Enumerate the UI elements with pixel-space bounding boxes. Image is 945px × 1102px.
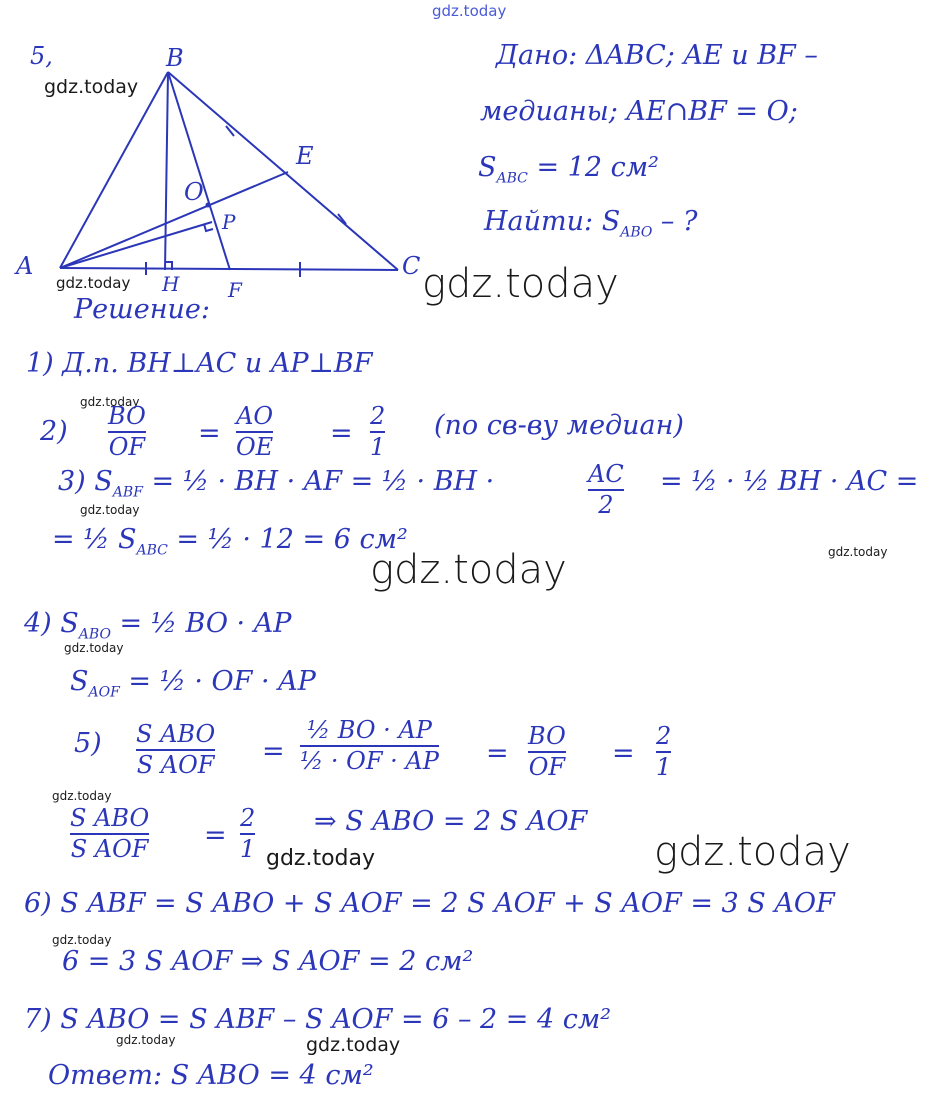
point-o — [206, 203, 211, 208]
solution-title: Решение: — [74, 294, 210, 325]
label-f: F — [228, 278, 242, 302]
step-2-note: (по св-ву медиан) — [434, 410, 684, 441]
watermark: gdz.today — [80, 503, 140, 517]
step-5-fraction-2: ½ BO · AP ½ · OF · AP — [300, 716, 439, 776]
watermark: gdz.today — [116, 1033, 176, 1047]
step-5-fraction-4: 2 1 — [656, 722, 672, 782]
watermark: gdz.today — [80, 395, 140, 409]
watermark: gdz.today — [654, 829, 851, 875]
label-e: E — [296, 142, 314, 170]
equals: = — [330, 418, 353, 449]
equals: = — [262, 736, 285, 767]
step-3-line-1: 3) $S_{ABF}$ = ½ · BH · AF = ½ · BH · — [58, 466, 495, 501]
altitude-bh — [165, 72, 168, 270]
step-2-fraction-3: 2 1 — [370, 402, 386, 462]
watermark: gdz.today — [370, 547, 567, 593]
watermark: gdz.today — [52, 933, 112, 947]
label-p: P — [222, 210, 236, 234]
median-ae — [60, 172, 288, 268]
answer: Ответ: S ABO = 4 см² — [48, 1060, 374, 1091]
label-h: H — [162, 272, 180, 296]
step-5-fraction-1: S ABO S AOF — [136, 720, 216, 780]
step-3-tail: = ½ · ½ BH · AC = — [660, 466, 919, 497]
label-c: C — [402, 252, 421, 280]
given-line-4: Найти: $S_{ABO}$ – ? — [484, 206, 698, 241]
equals: = — [204, 820, 227, 851]
watermark: gdz.today — [64, 641, 124, 655]
equals: = — [486, 738, 509, 769]
median-bf — [168, 72, 230, 270]
watermark: gdz.today — [52, 789, 112, 803]
watermark-top: gdz.today — [432, 2, 507, 20]
step-4-line-1: 4) $S_{ABO}$ = ½ BO · AP — [24, 608, 292, 643]
segment-ap — [60, 222, 212, 268]
step-6-line-1: 6) S ABF = S ABO + S AOF = 2 S AOF + S AOF = 3 S AOF — [24, 888, 835, 919]
step-2-fraction-2: AO OE — [236, 402, 274, 462]
watermark: gdz.today — [422, 261, 619, 307]
step-5b-fraction-1: S ABO S AOF — [70, 804, 150, 864]
side-bc — [168, 72, 398, 270]
side-ab — [60, 72, 168, 268]
watermark: gdz.today — [56, 274, 131, 292]
equals: = — [612, 738, 635, 769]
step-7: 7) S ABO = S ABF – S AOF = 6 – 2 = 4 см² — [24, 1004, 612, 1035]
watermark: gdz.today — [266, 846, 376, 871]
step-2-label: 2) — [40, 416, 68, 447]
step-5-label: 5) — [74, 728, 102, 759]
step-3-line-2: = ½ $S_{ABC}$ = ½ · 12 = 6 см² — [52, 524, 408, 559]
watermark: gdz.today — [828, 545, 888, 559]
step-4-line-2: $S_{AOF}$ = ½ · OF · AP — [70, 666, 316, 701]
step-3-fraction: AC 2 — [588, 460, 624, 520]
label-o: O — [184, 178, 204, 206]
step-5b-conclusion: ⇒ S ABO = 2 S AOF — [314, 806, 588, 837]
given-line-1: Дано: ΔABC; AE и BF – — [496, 40, 818, 71]
step-6-line-2: 6 = 3 S AOF ⇒ S AOF = 2 см² — [62, 946, 474, 977]
watermark: gdz.today — [306, 1034, 401, 1056]
given-line-3: $S_{ABC} = 12$ см² — [478, 152, 659, 187]
step-2-fraction-1: BO OF — [108, 402, 146, 462]
step-5b-fraction-2: 2 1 — [240, 804, 256, 864]
equals: = — [198, 418, 221, 449]
step-5-fraction-3: BO OF — [528, 722, 566, 782]
given-line-2: медианы; AE∩BF = O; — [480, 96, 798, 127]
label-b: B — [166, 44, 184, 72]
problem-number: 5, — [30, 42, 53, 70]
label-a: A — [16, 252, 34, 280]
step-1: 1) Д.п. BH⊥AC и AP⊥BF — [26, 348, 373, 379]
watermark: gdz.today — [44, 76, 139, 98]
